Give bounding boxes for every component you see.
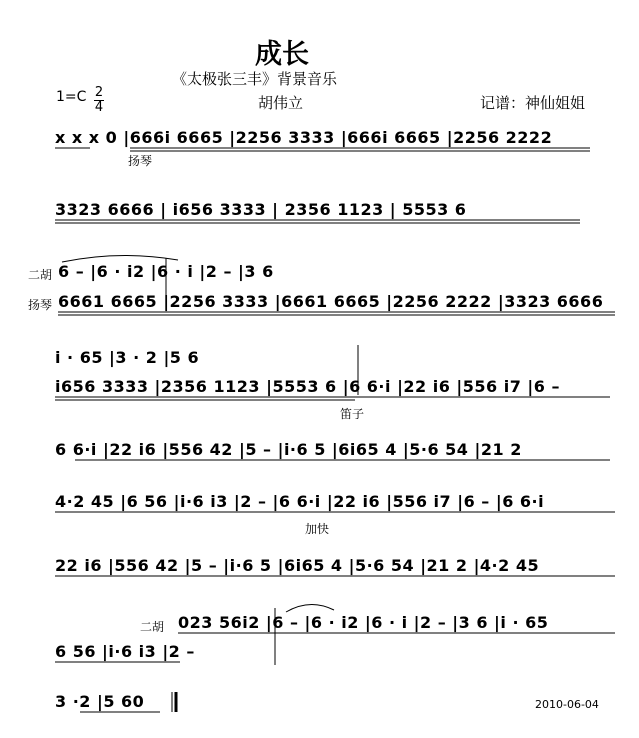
score-line-5: 6 6·i |22 i6 |556 42 |5 – |i·6 5 |6i65 4 |5·6 54 |21 2 [55, 440, 522, 459]
instrument-label-erhu-2: 二胡 [140, 620, 165, 634]
score-line-1: x x x 0 |666i 6665 |2256 3333 |666i 6665 |2256 2222 [55, 128, 553, 147]
score-line-3-erhu: 6 – |6 · i2 |6 · i |2 – |3 6 [58, 262, 274, 281]
composer: 胡伟立 [258, 94, 304, 112]
transcriber: 记谱：神仙姐姐 [480, 94, 586, 112]
score-line-2: 3323 6666 | i656 3333 | 2356 1123 | 5553 6 [55, 200, 467, 219]
score-line-7: 22 i6 |556 42 |5 – |i·6 5 |6i65 4 |5·6 54 |21 2 |4·2 45 [55, 556, 540, 575]
subtitle: 《太极张三丰》背景音乐 [172, 70, 338, 88]
instrument-label-erhu: 二胡 [28, 268, 53, 282]
key-signature: 1=C [56, 89, 87, 105]
score-line-6: 4·2 45 |6 56 |i·6 i3 |2 – |6 6·i |22 i6 |556 i7 |6 – |6 6·i [55, 492, 545, 511]
date-stamp: 2010-06-04 [535, 698, 599, 711]
instrument-label-dizi: 笛子 [340, 407, 365, 421]
tempo-marking-accel: 加快 [305, 522, 330, 536]
time-signature-top: 2 [94, 85, 104, 100]
instrument-label-yangqin-2: 扬琴 [28, 298, 53, 312]
score-line-3-yangqin: 6661 6665 |2256 3333 |6661 6665 |2256 2222 |3323 6666 [58, 292, 604, 311]
instrument-label-yangqin: 扬琴 [128, 154, 153, 168]
score-line-4-lower: i656 3333 |2356 1123 |5553 6 |6 6·i |22 i6 |556 i7 |6 – [55, 377, 560, 396]
time-signature-bottom: 4 [94, 100, 104, 115]
score-line-9: 3 ·2 |5 60 [55, 692, 145, 711]
score-line-8-erhu: 023 56i2 |6 – |6 · i2 |6 · i |2 – |3 6 |i · 65 [178, 613, 549, 632]
page-title: 成长 [255, 39, 309, 70]
score-line-8-lower: 6 56 |i·6 i3 |2 – [55, 642, 195, 661]
score-line-4-upper: i · 65 |3 · 2 |5 6 [55, 348, 200, 367]
